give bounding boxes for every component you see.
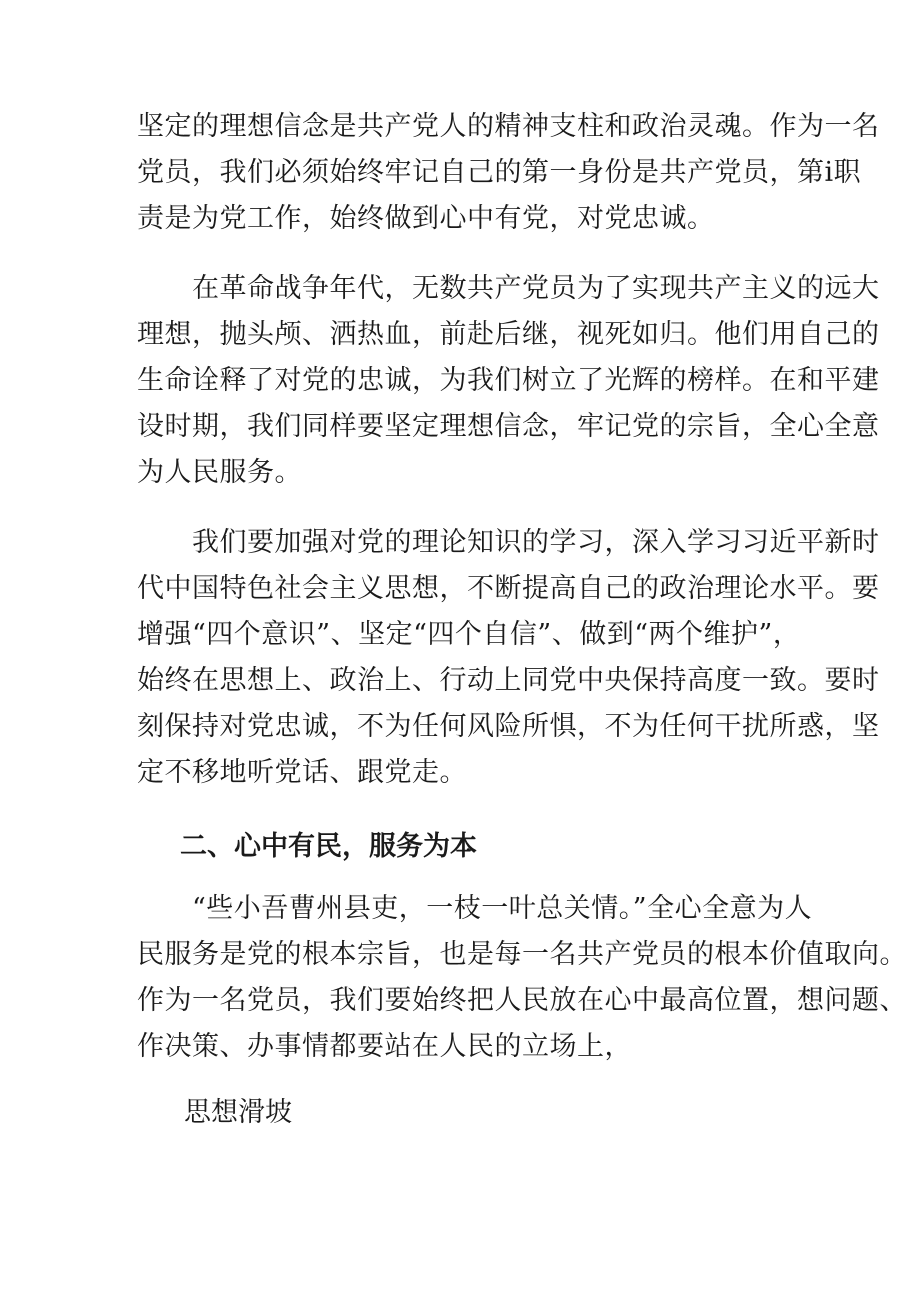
- text-line: 定不移地听党话、跟党走。: [137, 757, 467, 788]
- text-line: 坚定的理想信念是共产党人的精神支柱和政治灵魂。作为一名: [137, 111, 880, 142]
- paragraph-theory-study: [137, 520, 880, 796]
- section-heading: 二、心中有民，服务为本: [180, 831, 477, 862]
- text-line: 设时期，我们同样要坚定理想信念，牢记党的宗旨，全心全意: [137, 411, 880, 442]
- text-line: 增强“四个意识”、坚定“四个自信”、做到“两个维护”，: [137, 619, 801, 650]
- text-line: 理想，抛头颅、洒热血，前赴后继，视死如归。他们用自己的: [137, 319, 880, 350]
- tail-text: 思想滑坡: [184, 1097, 292, 1128]
- text-line: 为人民服务。: [137, 457, 302, 488]
- text-line: 民服务是党的根本宗旨，也是每一名共产党员的根本价值取向。: [137, 939, 907, 970]
- text-line: 生命诠释了对党的忠诚，为我们树立了光辉的榜样。在和平建: [137, 365, 880, 396]
- text-line: 始终在思想上、政治上、行动上同党中央保持高度一致。要时: [137, 665, 880, 696]
- paragraph-revolution: [137, 266, 880, 496]
- text-line: 刻保持对党忠诚，不为任何风险所惧，不为任何干扰所惑，坚: [137, 711, 880, 742]
- paragraph-serve-people: [137, 886, 907, 1070]
- text-line: 代中国特色社会主义思想，不断提高自己的政治理论水平。要: [137, 573, 880, 604]
- text-line: 作为一名党员，我们要始终把人民放在心中最高位置，想问题、: [137, 985, 907, 1016]
- text-line: 我们要加强对党的理论知识的学习，深入学习习近平新时: [137, 527, 880, 558]
- text-line: 党员，我们必须始终牢记自己的第一身份是共产党员，第i职: [137, 157, 862, 188]
- paragraph-ideals: [137, 104, 880, 242]
- text-line: 责是为党工作，始终做到心中有党，对党忠诚。: [137, 203, 715, 234]
- text-line: 作决策、办事情都要站在人民的立场上，: [137, 1031, 632, 1062]
- text-line: “些小吾曹州县吏，一枝一叶总关情。”全心全意为人: [137, 893, 813, 924]
- text-line: 在革命战争年代，无数共产党员为了实现共产主义的远大: [137, 273, 880, 304]
